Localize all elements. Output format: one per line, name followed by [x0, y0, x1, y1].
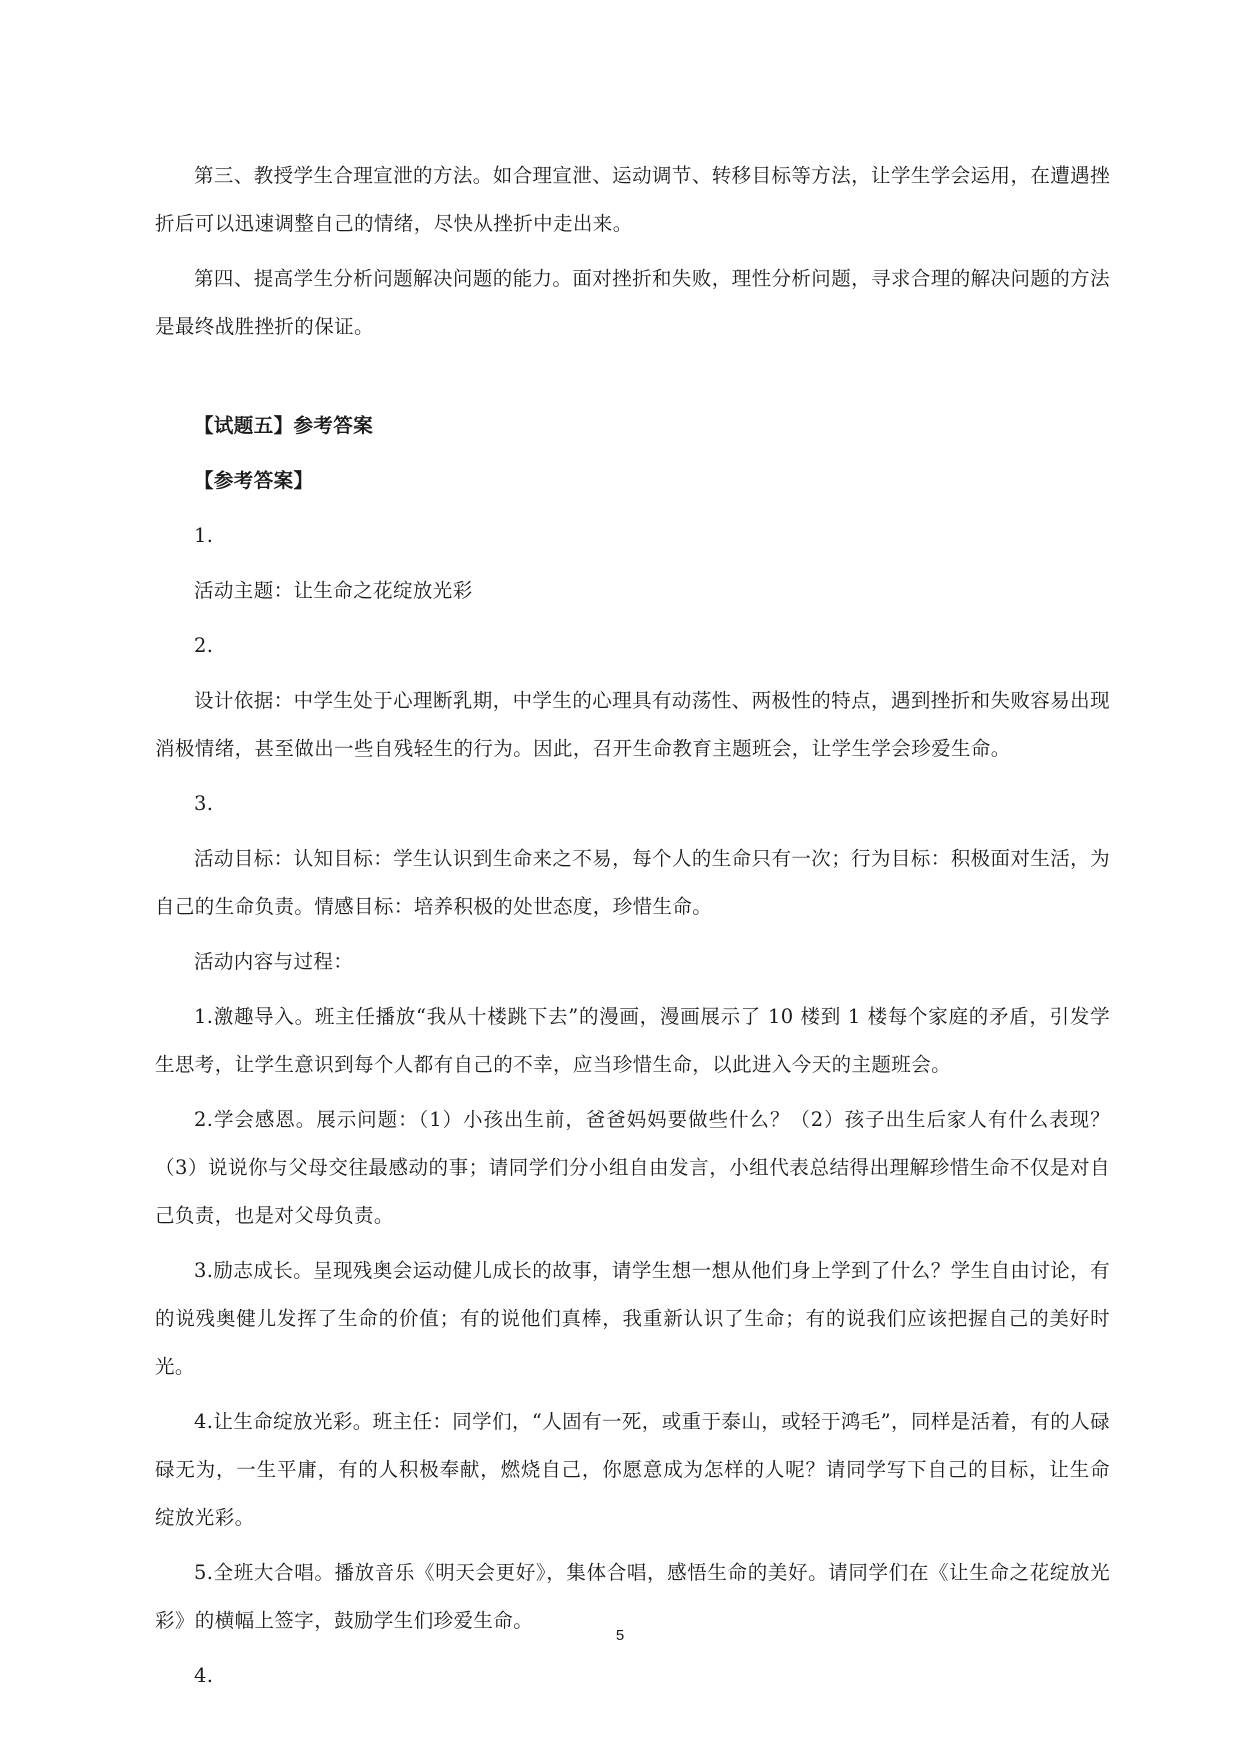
answer-heading: 【参考答案】 — [194, 469, 314, 492]
item-number-3: 3. — [194, 792, 214, 815]
item-number-4: 4. — [194, 1664, 214, 1687]
process-step-1: 1.激趣导入。班主任播放“我从十楼跳下去”的漫画，漫画展示了 10 楼到 1 楼每个家庭的矛盾，引发学生思考，让学生意识到每个人都有自己的不幸，应当珍惜生命，以此进入今天的主题班会。 — [155, 1005, 1110, 1076]
item-number-2: 2. — [194, 634, 214, 657]
paragraph-third-method: 第三、教授学生合理宣泄的方法。如合理宣泄、运动调节、转移目标等方法，让学生学会运用，在遭遇挫折后可以迅速调整自己的情绪，尽快从挫折中走出来。 — [155, 164, 1110, 235]
section-title: 【试题五】参考答案 — [194, 414, 374, 437]
paragraph-fourth-method: 第四、提高学生分析问题解决问题的能力。面对挫折和失败，理性分析问题，寻求合理的解决问题的方法是最终战胜挫折的保证。 — [155, 267, 1110, 338]
activity-process-heading: 活动内容与过程： — [194, 950, 354, 973]
design-basis: 设计依据：中学生处于心理断乳期，中学生的心理具有动荡性、两极性的特点，遇到挫折和失败容易出现消极情绪，甚至做出一些自残轻生的行为。因此，召开生命教育主题班会，让学生学会珍爱生命。 — [155, 689, 1110, 760]
process-step-5: 5.全班大合唱。播放音乐《明天会更好》，集体合唱，感悟生命的美好。请同学们在《让生命之花绽放光彩》的横幅上签字，鼓励学生们珍爱生命。 — [155, 1561, 1110, 1632]
section-spacer — [155, 358, 1110, 402]
activity-goals: 活动目标：认知目标：学生认识到生命来之不易，每个人的生命只有一次；行为目标：积极面对生活，为自己的生命负责。情感目标：培养积极的处世态度，珍惜生命。 — [155, 847, 1110, 918]
process-step-4: 4.让生命绽放光彩。班主任：同学们，“人固有一死，或重于泰山，或轻于鸿毛”，同样是活着，有的人碌碌无为，一生平庸，有的人积极奉献，燃烧自己，你愿意成为怎样的人呢？请同学写下自己的目标，让生命绽放光彩。 — [155, 1410, 1110, 1529]
process-step-2: 2.学会感恩。展示问题：（1）小孩出生前，爸爸妈妈要做些什么？（2）孩子出生后家人有什么表现？（3）说说你与父母交往最感动的事；请同学们分小组自由发言，小组代表总结得出理解珍惜生命不仅是对自己负责，也是对父母负责。 — [155, 1108, 1110, 1227]
item-number-1: 1. — [194, 524, 214, 547]
process-step-3: 3.励志成长。呈现残奥会运动健儿成长的故事，请学生想一想从他们身上学到了什么？学生自由讨论，有的说残奥健儿发挥了生命的价值；有的说他们真棒，我重新认识了生命；有的说我们应该把握自己的美好时光。 — [155, 1259, 1110, 1378]
page-number: 5 — [615, 1627, 625, 1644]
page-content — [155, 152, 1110, 1707]
activity-theme: 活动主题：让生命之花绽放光彩 — [194, 579, 473, 602]
